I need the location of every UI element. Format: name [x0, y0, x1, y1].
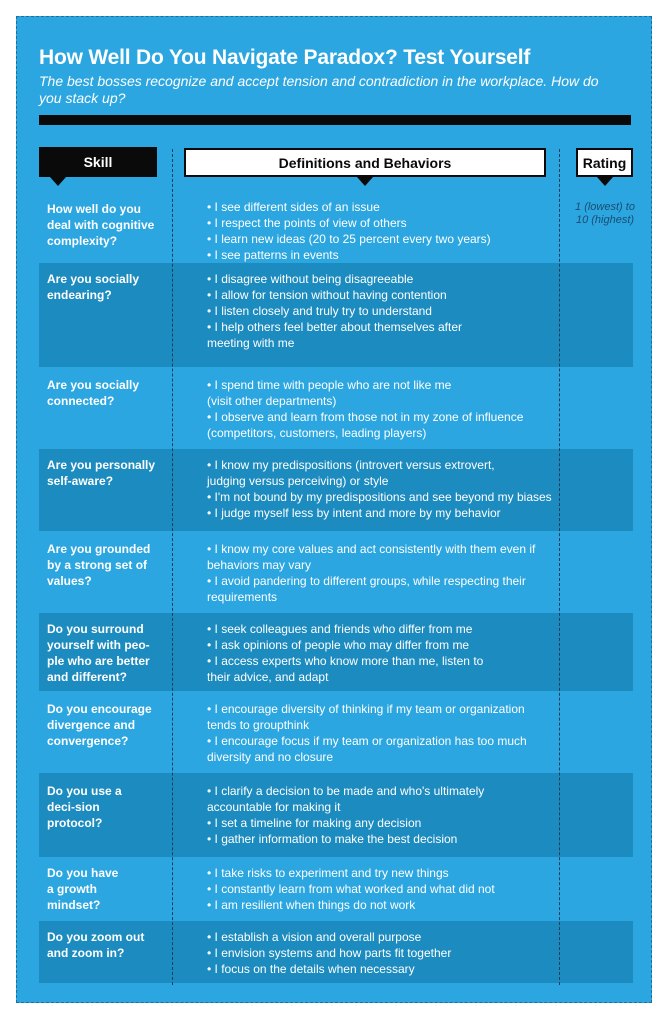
- skill-question: Are you grounded by a strong set of values?: [47, 542, 151, 588]
- behavior-item: • I constantly learn from what worked and what did not: [207, 882, 495, 896]
- definitions-column-header: Definitions and Behaviors: [184, 148, 546, 177]
- table-row: [39, 187, 633, 271]
- behavior-item: • I help others feel better about themselves after meeting with me: [207, 320, 463, 350]
- behavior-item: • I focus on the details when necessary: [207, 962, 415, 976]
- column-divider: [172, 149, 173, 985]
- skill-question: Are you socially endearing?: [47, 272, 140, 302]
- behaviors-list: [207, 701, 557, 765]
- behavior-item: • I gather information to make the best decision: [207, 832, 458, 846]
- behaviors-list: [207, 541, 537, 605]
- behavior-item: • I listen closely and truly try to understand: [207, 304, 432, 318]
- skill-question: Do you use a deci-sion protocol?: [47, 784, 122, 830]
- definitions-header-pointer: [357, 177, 373, 186]
- behavior-item: • I respect the points of view of others: [207, 216, 407, 230]
- behaviors-list: [207, 621, 507, 685]
- behavior-item: • I know my predispositions (introvert versus extrovert, judging versus perceiving) or style: [207, 458, 495, 488]
- behavior-item: • I avoid pandering to different groups, while respecting their requirements: [207, 574, 526, 604]
- behavior-item: • I set a timeline for making any decision: [207, 816, 422, 830]
- behavior-item: • I seek colleagues and friends who differ from me: [207, 622, 473, 636]
- behaviors-list: [207, 783, 517, 847]
- skill-question: How well do you deal with cognitive complexity?: [47, 202, 155, 248]
- quiz-card: [16, 16, 652, 1003]
- behavior-item: • I see patterns in events: [207, 248, 339, 262]
- behavior-item: • I clarify a decision to be made and who's ultimately accountable for making it: [207, 784, 485, 814]
- table-row: [39, 691, 633, 773]
- table-row: [39, 773, 633, 857]
- behaviors-list: [207, 457, 577, 521]
- behavior-item: • I envision systems and how parts fit together: [207, 946, 452, 960]
- rating-column-header: Rating: [576, 148, 633, 177]
- table-row: [39, 449, 633, 531]
- behavior-item: • I know my core values and act consistently with them even if behaviors may vary: [207, 542, 536, 572]
- behaviors-list: [207, 199, 577, 263]
- page-subtitle: The best bosses recognize and accept tension and contradiction in the workplace. How do you stack up?: [39, 73, 599, 106]
- behavior-item: • I establish a vision and overall purpose: [207, 930, 422, 944]
- behavior-item: • I take risks to experiment and try new things: [207, 866, 449, 880]
- behavior-item: • I spend time with people who are not like me (visit other departments): [207, 378, 452, 408]
- behavior-item: • I disagree without being disagreeable: [207, 272, 414, 286]
- table-row: [39, 531, 633, 613]
- behaviors-list: [207, 865, 577, 913]
- skill-question: Are you socially connected?: [47, 378, 140, 408]
- behavior-item: • I judge myself less by intent and more by my behavior: [207, 506, 501, 520]
- skill-question: Do you have a growth mindset?: [47, 866, 119, 912]
- behavior-item: • I ask opinions of people who may differ from me: [207, 638, 470, 652]
- page-title: How Well Do You Navigate Paradox? Test Yourself: [39, 46, 531, 69]
- table-row: [39, 613, 633, 691]
- column-divider: [559, 149, 560, 985]
- table-row: [39, 367, 633, 449]
- behavior-item: • I access experts who know more than me, listen to their advice, and adapt: [207, 654, 484, 684]
- behavior-item: • I am resilient when things do not work: [207, 898, 416, 912]
- skill-question: Do you encourage divergence and convergence?: [47, 702, 152, 748]
- table-row: [39, 263, 633, 367]
- behavior-item: • I'm not bound by my predispositions and see beyond my biases: [207, 490, 552, 504]
- behavior-item: • I see different sides of an issue: [207, 200, 380, 214]
- skill-question: Are you personally self-aware?: [47, 458, 156, 488]
- skill-question: Do you surround yourself with peo-ple who are better and different?: [47, 622, 150, 684]
- behavior-item: • I allow for tension without having contention: [207, 288, 447, 302]
- table-row: [39, 857, 633, 921]
- behavior-item: • I encourage focus if my team or organization has too much diversity and no closure: [207, 734, 527, 764]
- skill-question: Do you zoom out and zoom in?: [47, 930, 145, 960]
- behavior-item: • I encourage diversity of thinking if my team or organization tends to groupthink: [207, 702, 525, 732]
- behavior-item: • I learn new ideas (20 to 25 percent every two years): [207, 232, 491, 246]
- rating-header-pointer: [597, 177, 613, 186]
- skill-column-header: Skill: [39, 147, 157, 177]
- skill-header-pointer: [50, 177, 66, 186]
- header-divider: [39, 115, 631, 125]
- rating-scale-note: 1 (lowest) to 10 (highest): [575, 201, 635, 226]
- behaviors-list: [207, 377, 527, 441]
- behaviors-list: [207, 271, 577, 351]
- behavior-item: • I observe and learn from those not in my zone of influence (competitors, customers, leading players): [207, 410, 524, 440]
- behaviors-list: [207, 929, 577, 977]
- table-row: [39, 921, 633, 983]
